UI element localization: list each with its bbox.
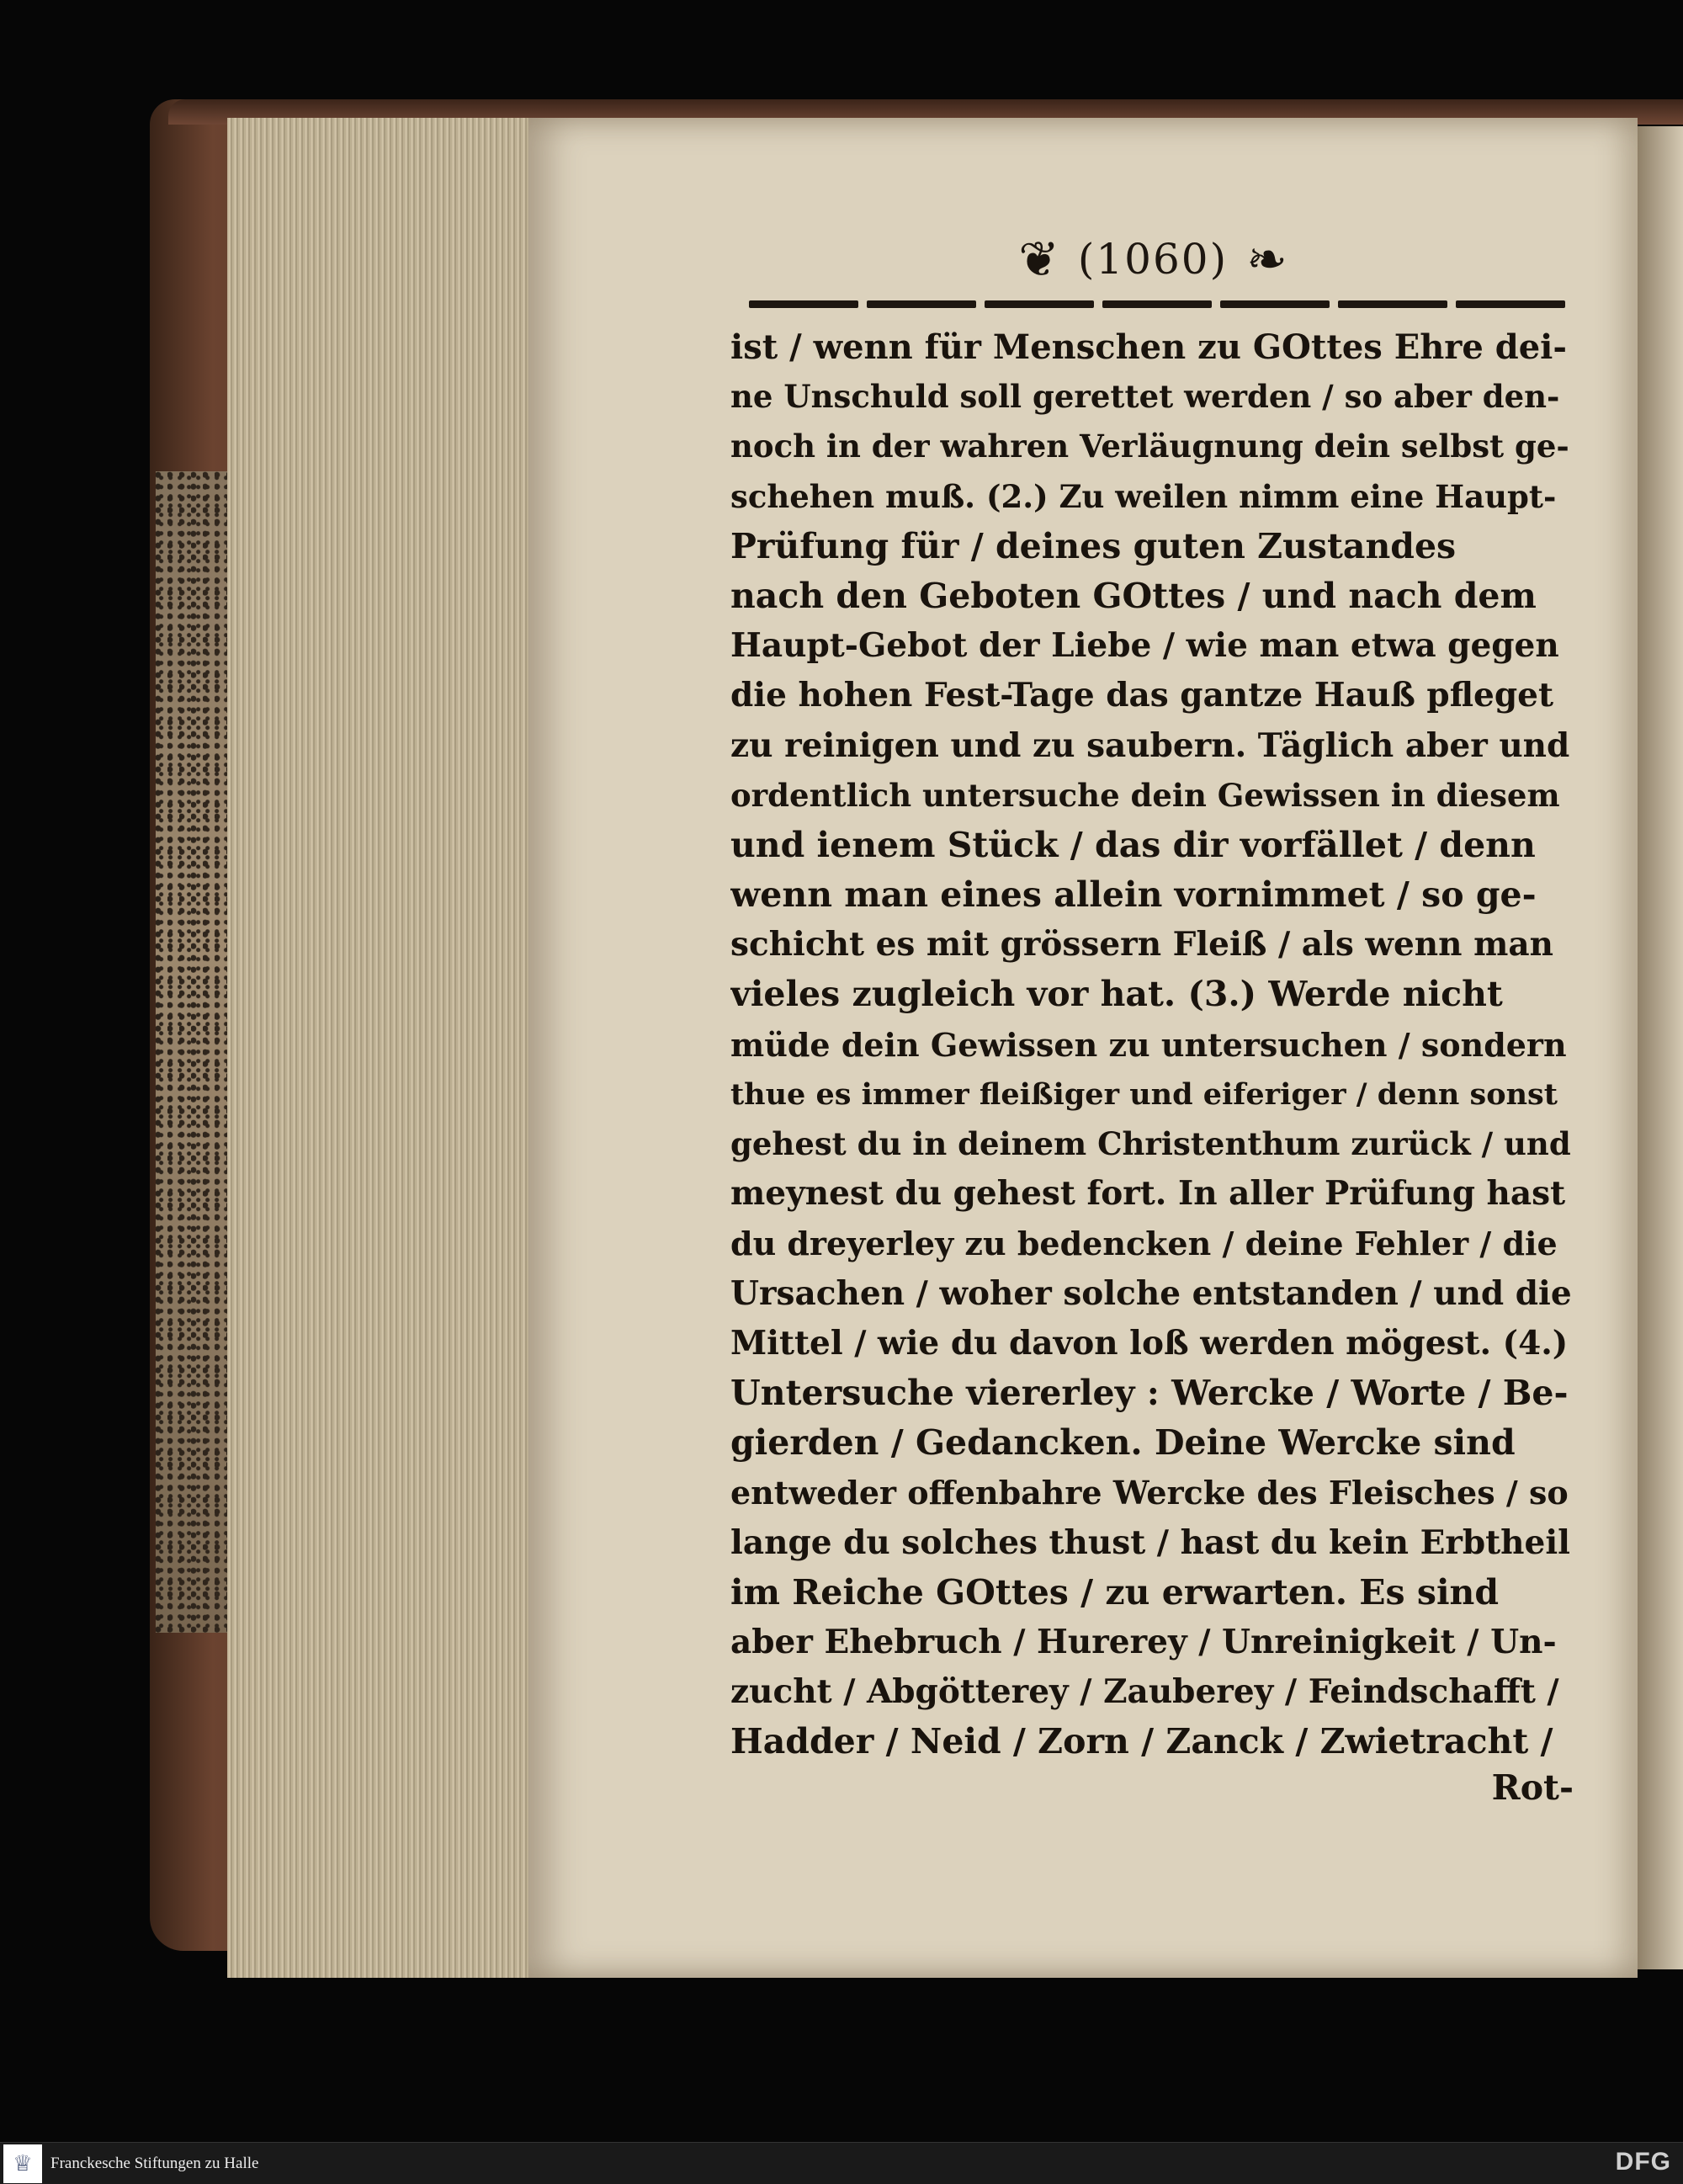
page-header bbox=[732, 227, 1574, 290]
facing-page-edge bbox=[1638, 126, 1683, 1969]
text-line: müde dein Gewissen zu untersuchen / sondern bbox=[730, 1025, 1567, 1064]
text-line: Untersuche viererley : Wercke / Worte / Be- bbox=[730, 1372, 1569, 1413]
fleuron-left-icon: ❦ bbox=[1018, 230, 1059, 288]
text-line: Hadder / Neid / Zorn / Zanck / Zwietracht / bbox=[730, 1721, 1553, 1762]
institution-name: Franckesche Stiftungen zu Halle bbox=[50, 2154, 259, 2172]
footer-bar bbox=[0, 2142, 1683, 2184]
text-line: ordentlich untersuche dein Gewissen in diesem bbox=[730, 776, 1560, 814]
marbled-board bbox=[156, 471, 236, 1633]
catchword: Rot- bbox=[1491, 1767, 1574, 1808]
text-line: zu reinigen und zu saubern. Täglich aber und bbox=[730, 725, 1570, 765]
text-line: noch in der wahren Verläugnung dein selbst ge- bbox=[730, 428, 1569, 465]
text-line: die hohen Fest-Tage das gantze Hauß pfleget bbox=[730, 676, 1553, 715]
institution-logo-icon: ♕ bbox=[3, 2144, 42, 2183]
header-rule bbox=[749, 300, 1565, 311]
text-line: Mittel / wie du davon loß werden mögest. (4.) bbox=[730, 1323, 1569, 1363]
text-line: Ursachen / woher solche entstanden / und die bbox=[730, 1273, 1572, 1313]
text-line: schehen muß. (2.) Zu weilen nimm eine Haupt- bbox=[730, 477, 1557, 515]
body-text bbox=[730, 322, 1574, 1767]
page-number: (1060) bbox=[1077, 234, 1229, 284]
text-line: zucht / Abgötterey / Zauberey / Feindschafft / bbox=[730, 1672, 1559, 1712]
page-edges bbox=[227, 118, 541, 1978]
dfg-logo: DFG bbox=[1615, 2148, 1671, 2176]
text-line: lange du solches thust / hast du kein Erbtheil bbox=[730, 1522, 1570, 1562]
text-line: entweder offenbahre Wercke des Fleisches / so bbox=[730, 1474, 1569, 1512]
text-line: ne Unschuld soll gerettet werden / so aber den- bbox=[730, 378, 1560, 416]
text-line: Haupt-Gebot der Liebe / wie man etwa gegen bbox=[730, 626, 1559, 666]
text-line: im Reiche GOttes / zu erwarten. Es sind bbox=[730, 1571, 1500, 1613]
text-line: gehest du in deinem Christenthum zurück / und bbox=[730, 1125, 1571, 1162]
text-line: Prüfung für / deines guten Zustandes bbox=[730, 525, 1457, 566]
text-line: meynest du gehest fort. In aller Prüfung hast bbox=[730, 1174, 1566, 1214]
text-line: du dreyerley zu bedencken / deine Fehler / die bbox=[730, 1225, 1558, 1263]
text-line: aber Ehebruch / Hurerey / Unreinigkeit / Un- bbox=[730, 1622, 1557, 1661]
text-line: nach den Geboten GOttes / und nach dem bbox=[730, 575, 1537, 616]
text-line: wenn man eines allein vornimmet / so ge- bbox=[730, 874, 1537, 916]
text-line: thue es immer fleißiger und eiferiger / denn sonst bbox=[730, 1076, 1558, 1112]
text-line: gierden / Gedancken. Deine Wercke sind bbox=[730, 1422, 1516, 1464]
text-line: vieles zugleich vor hat. (3.) Werde nicht bbox=[730, 974, 1503, 1015]
text-line: ist / wenn für Menschen zu GOttes Ehre dei- bbox=[730, 327, 1567, 367]
text-line: schicht es mit grössern Fleiß / als wenn man bbox=[730, 925, 1553, 964]
text-line: und ienem Stück / das dir vorfället / denn bbox=[730, 824, 1536, 865]
fleuron-right-icon: ❧ bbox=[1246, 230, 1287, 288]
